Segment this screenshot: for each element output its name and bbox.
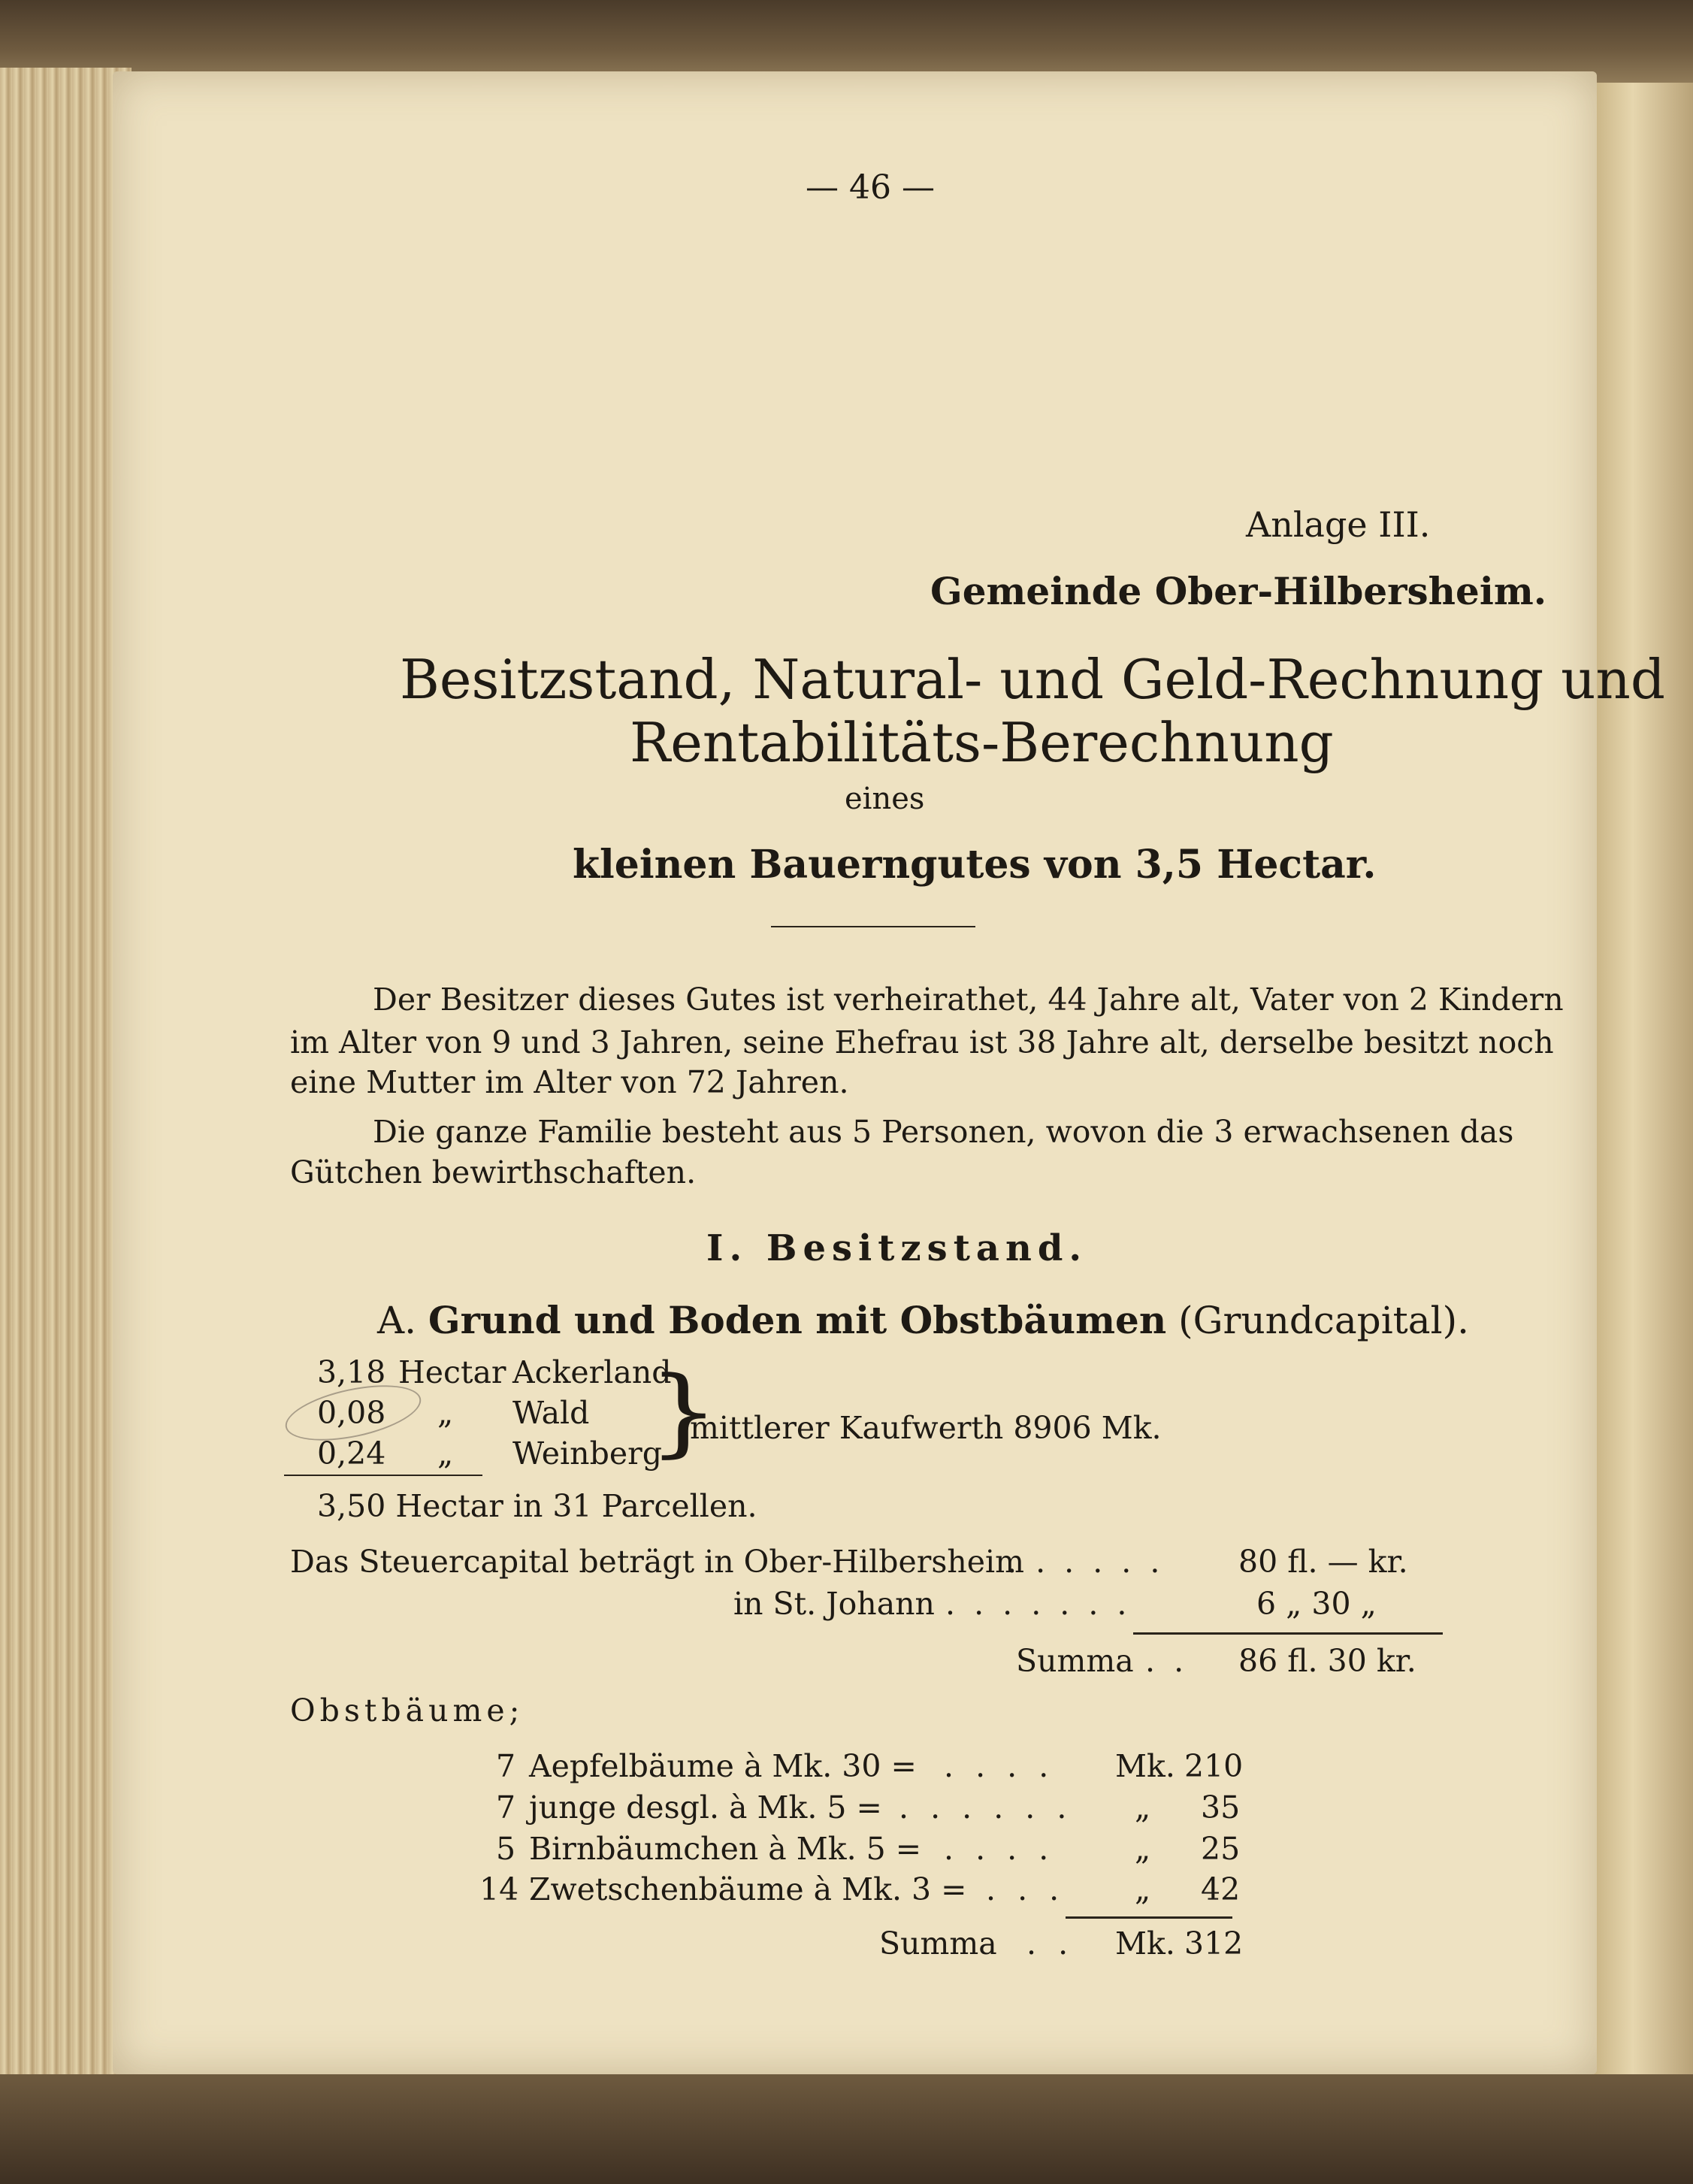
land-type: Ackerland bbox=[512, 1354, 672, 1390]
tree-value: 25 bbox=[1201, 1831, 1241, 1867]
tree-dots: . . . bbox=[986, 1871, 1066, 1907]
land-amount: 0,08 bbox=[317, 1395, 386, 1431]
book-page-edges bbox=[0, 68, 132, 2097]
tree-dots: . . . . bbox=[944, 1831, 1055, 1867]
paragraph-line: Der Besitzer dieses Gutes ist verheirathet, 44 Jahre alt, Vater von 2 Kindern bbox=[373, 982, 1564, 1018]
tree-value: 210 bbox=[1184, 1748, 1244, 1784]
trees-sum-currency: Mk. bbox=[1115, 1925, 1175, 1962]
page-number: — 46 — bbox=[806, 168, 935, 207]
tree-desc: junge desgl. à Mk. 5 = bbox=[529, 1789, 882, 1826]
tree-dots: . . . . . . bbox=[899, 1789, 1073, 1826]
section-heading-besitzstand: I. Besitzstand. bbox=[706, 1227, 1088, 1269]
tax-sum-rule bbox=[1133, 1632, 1443, 1635]
land-type: Wald bbox=[512, 1395, 590, 1431]
fruit-trees-heading: Obstbäume; bbox=[290, 1692, 525, 1729]
trees-sum-rule bbox=[1066, 1916, 1232, 1919]
section-a-letter: A. bbox=[377, 1299, 417, 1342]
tax-sum-value: 86 fl. 30 kr. bbox=[1238, 1643, 1416, 1679]
trees-sum-dots: . . bbox=[1026, 1925, 1075, 1962]
title-rule bbox=[771, 926, 975, 927]
tax-label: Das Steuercapital beträgt in Ober-Hilbersheim bbox=[290, 1544, 1025, 1580]
tree-desc: Birnbäumchen à Mk. 5 = bbox=[529, 1831, 922, 1867]
land-sum-rule bbox=[400, 1475, 482, 1476]
trees-sum-value: 312 bbox=[1184, 1925, 1244, 1962]
tax-sum-dots: . . bbox=[1145, 1643, 1189, 1679]
tree-dots: . . . . bbox=[944, 1748, 1055, 1784]
tree-count: 7 bbox=[496, 1748, 516, 1784]
paragraph-line: eine Mutter im Alter von 72 Jahren. bbox=[290, 1064, 849, 1100]
land-type: Weinberg bbox=[512, 1435, 662, 1472]
tree-value: 42 bbox=[1201, 1871, 1241, 1907]
book-top-edge bbox=[0, 0, 1693, 83]
tree-currency: „ bbox=[1135, 1789, 1151, 1826]
tree-count: 5 bbox=[496, 1831, 516, 1867]
brace: } bbox=[648, 1356, 720, 1468]
paragraph-line: Die ganze Familie besteht aus 5 Personen, wovon die 3 erwachsenen das bbox=[373, 1114, 1514, 1150]
municipality-heading: Gemeinde Ober-Hilbersheim. bbox=[930, 569, 1547, 613]
trees-sum-label: Summa bbox=[879, 1925, 997, 1962]
tree-value: 35 bbox=[1201, 1789, 1241, 1826]
appendix-label: Anlage III. bbox=[1246, 504, 1431, 545]
book-right-edge bbox=[1593, 83, 1693, 2074]
land-unit: „ bbox=[437, 1395, 454, 1431]
tree-desc: Aepfelbäume à Mk. 30 = bbox=[529, 1748, 917, 1784]
tax-dots: . . . . . . bbox=[1007, 1544, 1165, 1580]
title-line-1: Besitzstand, Natural- und Geld-Rechnung und bbox=[400, 648, 1665, 711]
title-line-2: Rentabilitäts-Berechnung bbox=[630, 711, 1334, 774]
land-amount: 0,24 bbox=[317, 1435, 386, 1472]
paragraph-line: im Alter von 9 und 3 Jahren, seine Ehefrau ist 38 Jahre alt, derselbe besitzt noch bbox=[290, 1024, 1554, 1060]
land-amount: 3,18 bbox=[317, 1354, 386, 1390]
title-connector: eines bbox=[845, 782, 925, 816]
land-unit: Hectar bbox=[398, 1354, 506, 1390]
tree-currency: Mk. bbox=[1115, 1748, 1175, 1784]
land-value: mittlerer Kaufwerth 8906 Mk. bbox=[690, 1410, 1162, 1446]
tree-count: 14 bbox=[479, 1871, 519, 1907]
tree-count: 7 bbox=[496, 1789, 516, 1826]
tax-value: 80 fl. — kr. bbox=[1238, 1544, 1408, 1580]
section-a-heading bbox=[377, 1298, 1469, 1342]
section-a-rest: (Grundcapital). bbox=[1178, 1299, 1469, 1342]
tax-value: 6 „ 30 „ bbox=[1256, 1586, 1377, 1622]
tax-dots: . . . . . . . bbox=[945, 1586, 1132, 1622]
tax-label: in St. Johann bbox=[733, 1586, 935, 1622]
land-total: 3,50 Hectar in 31 Parcellen. bbox=[317, 1488, 757, 1524]
tree-currency: „ bbox=[1135, 1871, 1151, 1907]
land-unit: „ bbox=[437, 1435, 454, 1472]
paragraph-line: Gütchen bewirthschaften. bbox=[290, 1154, 697, 1190]
tree-desc: Zwetschenbäume à Mk. 3 = bbox=[529, 1871, 967, 1907]
tree-currency: „ bbox=[1135, 1831, 1151, 1867]
subtitle: kleinen Bauerngutes von 3,5 Hectar. bbox=[573, 842, 1377, 888]
book-bottom-edge bbox=[0, 2074, 1693, 2184]
tax-sum-label: Summa bbox=[1016, 1643, 1134, 1679]
section-a-bold: Grund und Boden mit Obstbäumen bbox=[428, 1298, 1167, 1342]
